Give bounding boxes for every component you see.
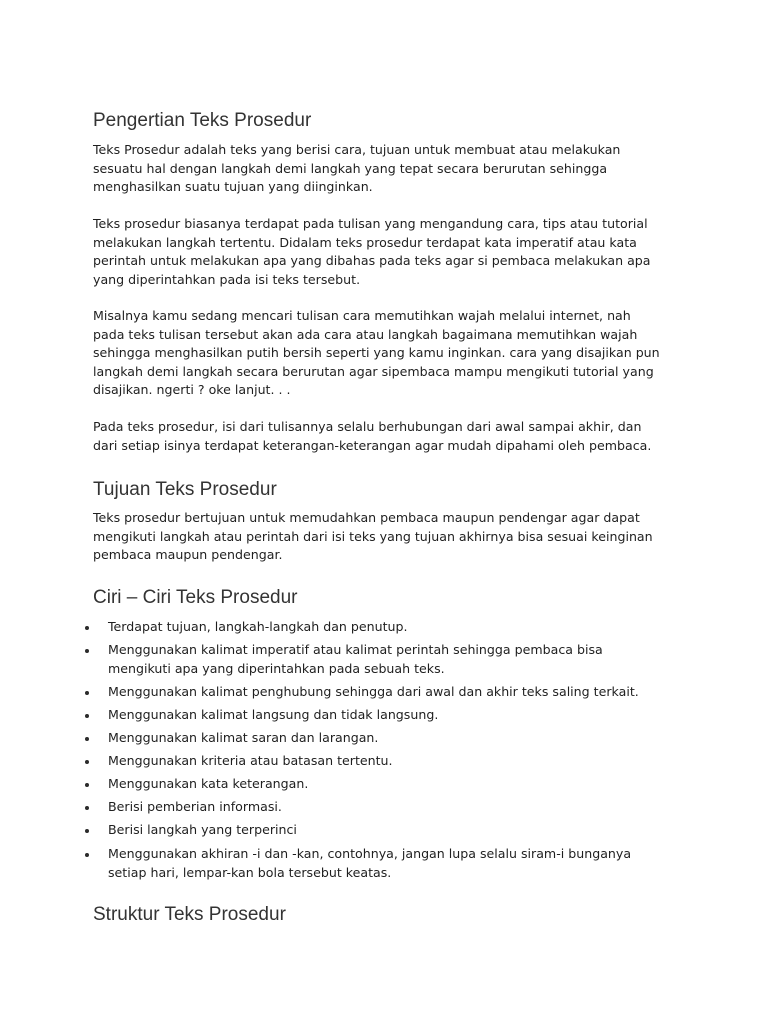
heading-ciri: Ciri – Ciri Teks Prosedur [93,587,298,608]
text-line: pembaca maupun pendengar. [93,547,283,563]
list-item-text [108,798,688,817]
bullet-icon [85,760,89,764]
text-line: Misalnya kamu sedang mencari tulisan cara memutihkan wajah melalui internet, nah [93,308,631,323]
text-line: Menggunakan kalimat langsung dan tidak langsung. [108,707,439,722]
text-line: sesuatu hal dengan langkah demi langkah yang tepat secara berurutan sehingga [93,160,608,176]
list-item-text [108,821,688,840]
list-item-text [108,729,688,748]
bullet-icon [85,626,89,630]
text-line: Teks prosedur bertujuan untuk memudahkan pembaca maupun pendengar agar dapat [93,510,640,525]
text-line: dari setiap isinya terdapat keterangan-keterangan agar mudah dipahami oleh pembaca. [93,437,652,453]
text-line: perintah untuk melakukan apa yang dibahas pada teks agar si pembaca melakukan apa [93,253,651,269]
text-line: mengikuti langkah atau perintah dari isi teks yang tujuan akhirnya bisa sesuai keinginan [93,528,653,544]
text-line: mengikuti apa yang diperintahkan pada sebuah teks. [108,660,445,676]
bullet-icon [85,649,89,653]
list-item-text [108,706,688,725]
list-item-text [108,683,688,702]
text-line: Menggunakan kalimat imperatif atau kalimat perintah sehingga pembaca bisa [108,642,603,657]
heading-pengertian: Pengertian Teks Prosedur [93,110,312,131]
paragraph-pengertian-3 [93,307,693,400]
text-line: menghasilkan suatu tujuan yang diinginkan. [93,179,373,195]
text-line: Berisi langkah yang terperinci [108,822,297,837]
paragraph-tujuan [93,509,693,565]
heading-struktur: Struktur Teks Prosedur [93,904,286,925]
text-line: langkah demi langkah secara berurutan agar sipembaca mampu mengikuti tutorial yang [93,363,654,379]
list-item-text [108,752,688,771]
bullet-icon [85,714,89,718]
text-line: Teks prosedur biasanya terdapat pada tulisan yang mengandung cara, tips atau tutorial [93,216,648,231]
text-line: Teks Prosedur adalah teks yang berisi cara, tujuan untuk membuat atau melakukan [93,142,621,157]
text-line: melakukan langkah tertentu. Didalam teks prosedur terdapat kata imperatif atau kata [93,234,637,250]
list-item-text [108,775,688,794]
bullet-icon [85,737,89,741]
text-line: Pada teks prosedur, isi dari tulisannya selalu berhubungan dari awal sampai akhir, dan [93,419,642,434]
text-line: Menggunakan kalimat saran dan larangan. [108,730,379,745]
paragraph-pengertian-2 [93,215,693,289]
text-line: Menggunakan kriteria atau batasan tertentu. [108,753,393,768]
paragraph-pengertian-4 [93,418,693,455]
bullet-icon [85,783,89,787]
text-line: Berisi pemberian informasi. [108,799,282,814]
heading-tujuan: Tujuan Teks Prosedur [93,479,277,500]
text-line: disajikan. ngerti ? oke lanjut. . . [93,382,291,398]
text-line: Menggunakan akhiran -i dan -kan, contohnya, jangan lupa selalu siram-i bunganya [108,846,632,861]
text-line: pada teks tulisan tersebut akan ada cara atau langkah bagaimana memutihkan wajah [93,326,638,342]
text-line: yang diperintahkan pada isi teks tersebut. [93,271,361,287]
bullet-icon [85,829,89,833]
bullet-icon [85,853,89,857]
text-line: setiap hari, lempar-kan bola tersebut keatas. [108,864,392,880]
text-line: sehingga menghasilkan putih bersih seperti yang kamu inginkan. cara yang disajikan pun [93,345,660,361]
bullet-icon [85,806,89,810]
paragraph-pengertian-1 [93,141,693,197]
list-item-text [108,618,688,637]
text-line: Menggunakan kata keterangan. [108,776,309,791]
text-line: Terdapat tujuan, langkah-langkah dan penutup. [108,619,408,634]
list-item-text [108,845,688,882]
bullet-icon [85,691,89,695]
list-item-text [108,641,688,678]
text-line: Menggunakan kalimat penghubung sehingga dari awal dan akhir teks saling terkait. [108,684,639,699]
